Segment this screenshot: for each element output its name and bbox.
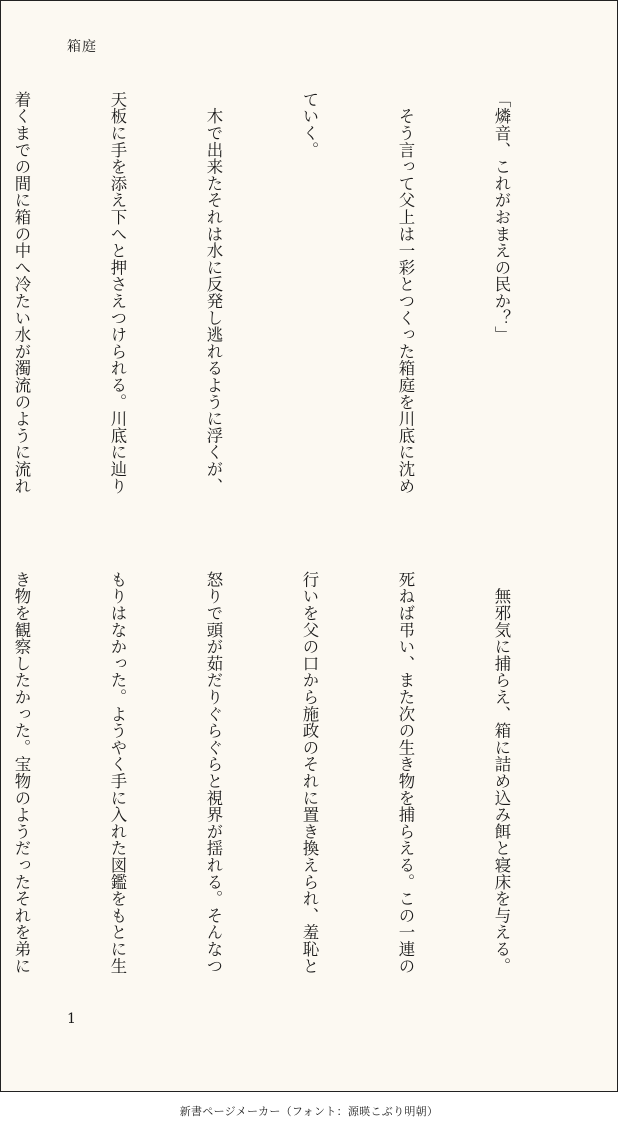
page-number: 1 [67,1011,76,1027]
text-line: 着くまでの間に箱の中へ冷たい水が濁流のように流れ [12,91,31,495]
text-line: 天板に手を添え下へと押さえつけられる。川底に辿り [108,91,127,495]
upper-text-block [0,91,581,541]
text-line: ていく。 [300,91,319,159]
text-line: 怒りで頭が茹だりぐらぐらと視界が揺れる。そんなつ [204,571,223,975]
text-line: 行いを父の口から施政のそれに置き換えられ、羞恥と [300,571,319,975]
text-line: 死ねば弔い、また次の生き物を捕らえる。この一連の [396,571,415,975]
text-line: 無邪気に捕らえ、箱に詰め込み餌と寝床を与える。 [492,571,511,975]
running-title: 箱庭 [67,39,97,55]
footer-credit: 新書ページメーカー（フォント：源暎こぶり明朝） [179,1105,439,1118]
text-line: 「燐音、これがおまえの民か？」 [492,91,511,343]
text-line: そう言って父上は一彩とつくった箱庭を川底に沈め [396,91,415,495]
text-line: 木で出来たそれは水に反発し逃れるように浮くが、 [204,91,223,495]
text-line: もりはなかった。ようやく手に入れた図鑑をもとに生 [108,571,127,975]
text-line: き物を観察したかった。宝物のようだったそれを弟に [12,571,31,975]
lower-text-block [0,571,581,1031]
